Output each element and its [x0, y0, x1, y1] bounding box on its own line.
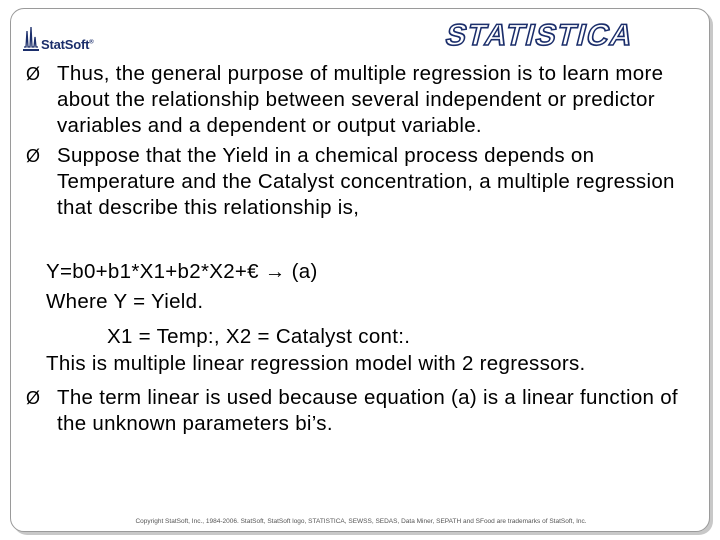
- copyright-footer: Copyright StatSoft, Inc., 1984-2006. StatSoft, StatSoft logo, STATISTICA, SEWSS, SEDAS, Data Miner, SEPATH and SFood are trademarks of StatSoft, Inc.: [135, 518, 587, 525]
- slide-frame: [10, 8, 710, 532]
- statsoft-mark-icon: [23, 25, 39, 51]
- arrow-bullet-icon: Ø: [26, 146, 41, 166]
- model-description: This is multiple linear regression model with 2 regressors.: [46, 352, 586, 375]
- equation-where: Where Y = Yield.: [46, 290, 204, 313]
- bullet-item: [26, 61, 706, 139]
- statistica-logo: [439, 17, 701, 58]
- bullet-text: The term linear is used because equation (a) is a linear function of the unknown parameters bi’s.: [57, 386, 678, 435]
- statsoft-logo-text: StatSoft: [41, 37, 90, 52]
- equation-line: Y=b0+b1*X1+b2*X2+€ → (a): [46, 260, 318, 283]
- equation-definitions: X1 = Temp:, X2 = Catalyst cont:.: [107, 325, 411, 348]
- arrow-bullet-icon: Ø: [26, 64, 41, 84]
- statsoft-logo: [23, 19, 93, 51]
- arrow-bullet-icon: Ø: [26, 388, 41, 408]
- statsoft-logo-mark: ®: [89, 39, 94, 46]
- bullet-text: Thus, the general purpose of multiple regression is to learn more about the relationship between several independent or predictor variables and a dependent or output variable.: [57, 62, 664, 137]
- bullet-item: [26, 143, 706, 221]
- bullet-item: [26, 385, 706, 437]
- statistica-logo-text: STATISTICA: [442, 18, 638, 52]
- bullet-text: Suppose that the Yield in a chemical process depends on Temperature and the Catalyst concentration, a multiple regression that describe this relationship is,: [57, 144, 675, 219]
